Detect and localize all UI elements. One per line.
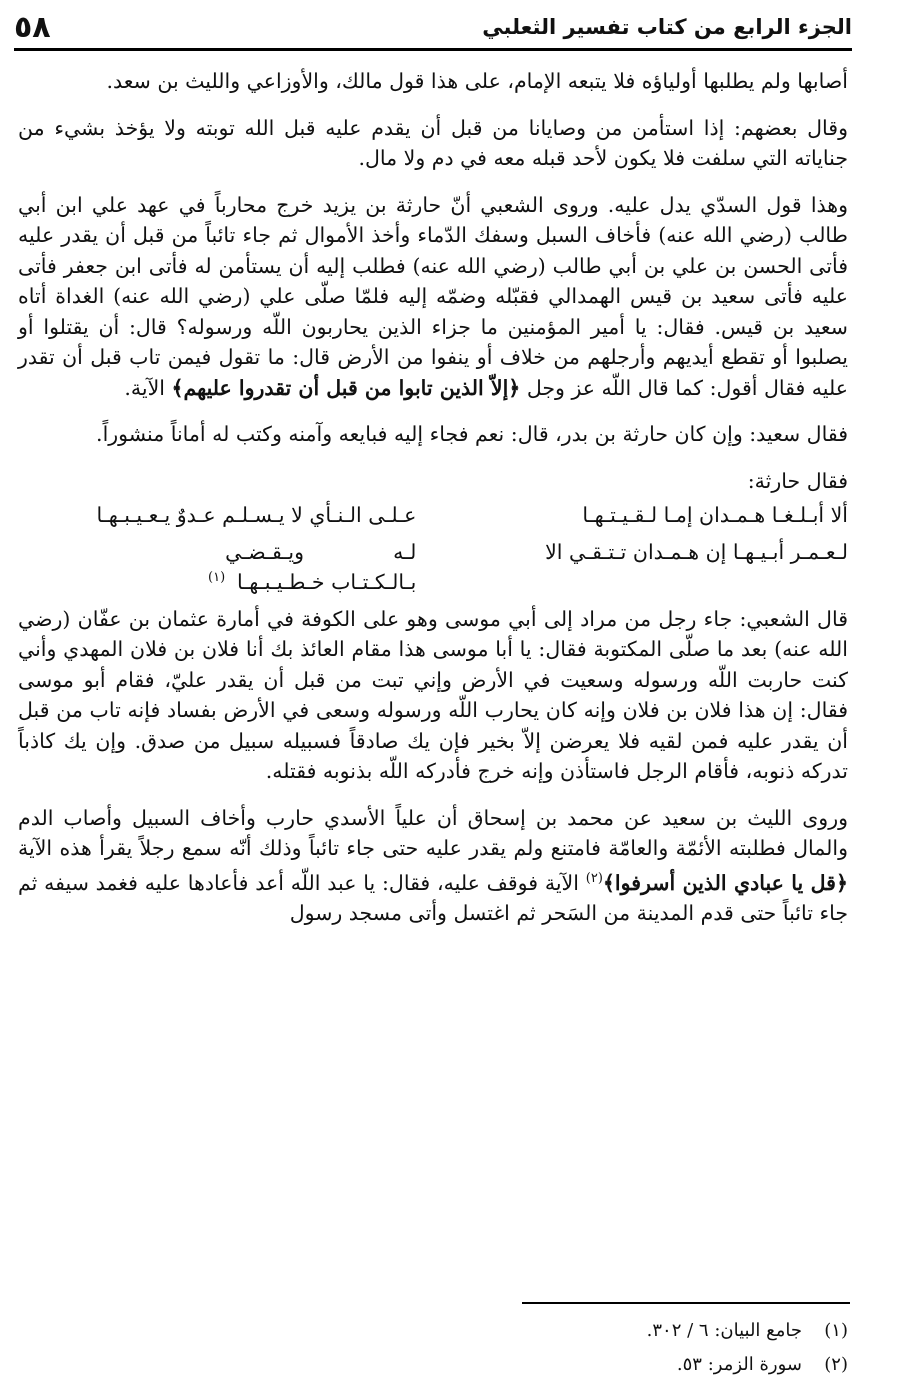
footnote-text: جامع البيان: ٦ / ٣٠٢. bbox=[646, 1320, 802, 1341]
poem bbox=[18, 500, 848, 598]
paragraph-7-text-b: الآية فوقف عليه، فقال: يا عبد اللّه أعد فأعادها عليه فغمد سيفه ثم جاء تائباً حتى قدم المدينة من السَحر ثم اغتسل وأتى مسجد رسول bbox=[18, 870, 848, 925]
paragraph-7-text-a: وروى الليث بن سعيد عن محمد بن إسحاق أن علياً الأسدي حارب وأخاف السبيل وأصاب الدم والمال فطلبته الأئمّة والعامّة فامتنع ولم يقدر عليه حتى جاء تائباً وذلك أنّه سمع رجلاً يقرأ هذه الآية bbox=[18, 805, 848, 860]
footnote-item bbox=[300, 1348, 848, 1382]
quran-quote-2: ﴿قل يا عبادي الذين أسرفوا﴾ bbox=[602, 870, 848, 895]
paragraph-3-tail: الآية. bbox=[124, 375, 172, 400]
paragraph-4: فقال سعيد: وإن كان حارثة بن بدر، قال: نعم فجاء إليه فبايعه وآمنه وكتب له أماناً منشوراً. bbox=[96, 422, 848, 446]
footnote-divider bbox=[522, 1302, 850, 1304]
poem-line-2-second-text: لـه ويـقـضـي بـالـكـتـاب خـطـيـبـهـا bbox=[225, 539, 417, 594]
poem-line-2 bbox=[18, 537, 848, 598]
poem-line-1-first-hemistich: ألا أبـلـغـا هـمـدان إمـا لـقـيـتـهـا bbox=[582, 503, 848, 527]
footnote-number: (١) bbox=[824, 1320, 848, 1341]
footnote-number: (٢) bbox=[824, 1354, 848, 1375]
paragraph-1: أصابها ولم يطلبها أولياؤه فلا يتبعه الإمام، على هذا قول مالك، والأوزاعي والليث بن سعد. bbox=[106, 69, 848, 93]
page-number: ٥٨ bbox=[14, 9, 51, 45]
poem-line-1 bbox=[18, 500, 848, 531]
running-title: الجزء الرابع من كتاب تفسير الثعلبي bbox=[482, 15, 852, 39]
footnote-ref-2: (٢) bbox=[585, 870, 603, 886]
paragraph-7 bbox=[18, 803, 848, 929]
paragraph-6: قال الشعبي: جاء رجل من مراد إلى أبي موسى وهو على الكوفة في أمارة عثمان بن عفّان (رضي الله عنه) بعد ما صلّى المكتوبة فقال: يا أبا موسى هذا مقام العائذ بك أنا فلان بن فلان المهدي وأني كنت حاربت اللّه ورسوله وسعيت في الأرض وإني تبت من قبل أن يقدر عليّ، فقام أبو موسى فقال: إن هذا فلان بن فلان وإنه كان يحارب اللّه ورسوله وسعى في الأرض بفساد فإنه تاب من قبل أن يقدر عليه فمن لقيه فلا يعرضن إلاّ بخير فإن يك صادقاً فسبيله سبيل من صدق. وإن يك كاذباً تدركه ذنوبه، فأقام الرجل فاستأذن وإنه خرج فأدركه اللّه بذنوبه فقتله. bbox=[18, 606, 848, 783]
poem-line-2-first-hemistich: لـعـمـر أبـيـهـا إن هـمـدان تـتـقـي الا bbox=[545, 539, 848, 564]
poem-line-1-second-hemistich: عـلـى الـنـأي لا يـسـلـم عـدوٌ يـعـيـبـهـا bbox=[96, 503, 417, 527]
paragraph-3 bbox=[18, 190, 848, 404]
footnote-text: سورة الزمر: ٥٣. bbox=[676, 1354, 802, 1375]
paragraph-3-text: وهذا قول السدّي يدل عليه. وروى الشعبي أنّ حارثة بن يزيد خرج محارباً في عهد علي ابن أبي طالب (رضي الله عنه) فأخاف السبل وسفك الدّماء وأخذ الأموال ثم جاء تائباً من قبل أن يقدر عليه فأتى الحسن بن علي بن أبي طالب (رضي الله عنه) فطلب إليه أن يستأمن له فأتى ابن جعفر فأتى عليه فأتى سعيد بن قيس الهمدالي فقبّله وضمّه إليه فلمّا صلّى علي (رضي الله عنه) الغداة أتاه سعيد بن قيس. فقال: يا أمير المؤمنين ما جزاء الذين يحاربون اللّه ورسوله؟ قال: أن يقتلوا أو يصلبوا أو تقطع أيديهم وأرجلهم من خلاف أو ينفوا من الأرض قال: ما تقول فيمن تاب قبل أن تقدر عليه فقال أقول: كما قال اللّه عز وجل bbox=[18, 192, 848, 400]
poem-line-2-second-hemistich bbox=[18, 537, 416, 598]
footnote-item bbox=[300, 1314, 848, 1348]
paragraph-5: فقال حارثة: bbox=[747, 468, 848, 493]
page-body bbox=[18, 66, 848, 944]
footnotes bbox=[300, 1314, 848, 1382]
quran-quote-1: ﴿إلاّ الذين تابوا من قبل أن تقدروا عليهم﴾ bbox=[171, 375, 521, 400]
paragraph-2: وقال بعضهم: إذا استأمن من وصايانا من قبل أن يقدم عليه قبل الله توبته ولا يؤخذ بشيء من جناياته التي سلفت فلا يكون لأحد قبله معه في دم ولا مال. bbox=[18, 115, 848, 170]
page-header bbox=[14, 6, 852, 51]
footnote-ref-1: (١) bbox=[208, 570, 226, 586]
